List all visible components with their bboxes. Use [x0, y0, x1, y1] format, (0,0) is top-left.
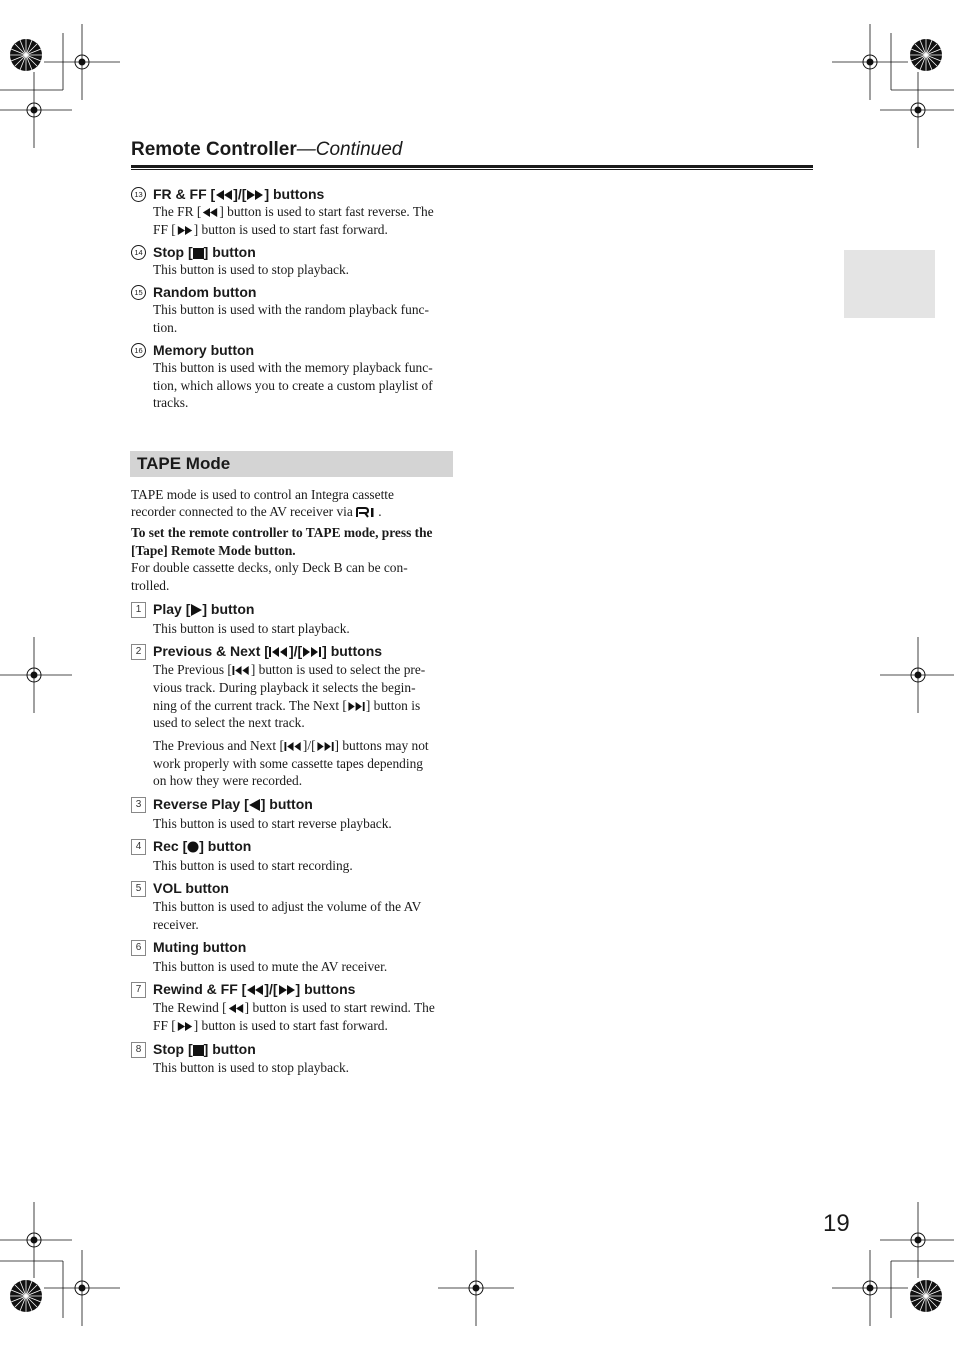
memory-body-line-3: tracks.: [153, 395, 189, 410]
rewind-ff-body-line-1: The Rewind [ ] button is used to start rewind. The: [153, 1000, 435, 1015]
random-title: Random button: [153, 284, 257, 300]
record-icon: [187, 841, 199, 853]
page-number: 19: [823, 1210, 850, 1237]
next-icon: [302, 647, 322, 657]
fast-forward-icon: [278, 985, 296, 995]
fr-ff-body-line-1: The FR [ ] button is used to start fast reverse. The: [153, 204, 434, 219]
random-body-line-2: tion.: [153, 320, 178, 335]
tape-item-number-5: 5: [131, 881, 146, 897]
prevnext-body-line-2: vious track. During playback it selects the begin-: [153, 680, 416, 695]
prevnext-body-line-1: The Previous [ ] button is used to select the pre-: [153, 662, 426, 677]
next-icon: [316, 742, 335, 751]
tape-item-number-3: 3: [131, 797, 146, 813]
prevnext-body-line-4: used to select the next track.: [153, 715, 305, 730]
side-tab: [844, 250, 935, 318]
rec-title: Rec [ ] button: [153, 838, 252, 854]
reverse-play-title: Reverse Play [ ] button: [153, 796, 313, 812]
item-number-15: 15: [131, 285, 146, 300]
previous-icon: [232, 666, 251, 675]
tape-instruction-line-1: To set the remote controller to TAPE mode, press the: [131, 525, 433, 540]
header-rule-thin: [131, 169, 813, 170]
tape-item-number-8: 8: [131, 1042, 146, 1058]
tape-item-number-4: 4: [131, 839, 146, 855]
fast-reverse-icon: [201, 208, 219, 217]
fast-reverse-icon: [215, 190, 233, 200]
previous-icon: [269, 647, 289, 657]
tape-intro-line-2: recorder connected to the AV receiver via .: [131, 504, 382, 519]
prevnext-note-line-1: The Previous and Next [ ]/[ ] buttons may not: [153, 738, 429, 753]
fast-forward-icon: [176, 1022, 194, 1031]
play-title: Play [ ] button: [153, 601, 255, 617]
tape-instruction-line-2: [Tape] Remote Mode button.: [131, 543, 296, 558]
ri-logo-icon: [356, 507, 378, 518]
previous-next-title: Previous & Next [ ]/[ ] buttons: [153, 643, 383, 659]
fast-forward-icon: [176, 226, 194, 235]
rewind-icon: [246, 985, 264, 995]
stop-title: Stop [ ] button: [153, 244, 256, 260]
fr-ff-body-line-2: FF [ ] button is used to start fast forward.: [153, 222, 388, 237]
tape-intro-line-1: TAPE mode is used to control an Integra cassette: [131, 487, 394, 502]
tape-stop-title: Stop [ ] button: [153, 1041, 256, 1057]
item-number-14: 14: [131, 245, 146, 260]
vol-body-line-1: This button is used to adjust the volume of the AV: [153, 899, 422, 914]
tape-item-number-1: 1: [131, 602, 146, 618]
prevnext-note-line-3: on how they were recorded.: [153, 773, 303, 788]
previous-icon: [284, 742, 303, 751]
play-body: This button is used to start playback.: [153, 621, 350, 636]
fr-ff-title: FR & FF [ ]/[ ] buttons: [153, 186, 325, 202]
vol-title: VOL button: [153, 880, 229, 896]
memory-body-line-1: This button is used with the memory playback func-: [153, 360, 433, 375]
vol-body-line-2: receiver.: [153, 917, 199, 932]
memory-body-line-2: tion, which allows you to create a custom playlist of: [153, 378, 433, 393]
tape-section-title: TAPE Mode: [137, 454, 231, 473]
tape-item-number-2: 2: [131, 644, 146, 660]
tape-note-line-1: For double cassette decks, only Deck B can be con-: [131, 560, 408, 575]
prevnext-body-line-3: ning of the current track. The Next [ ] button is: [153, 698, 421, 713]
tape-note-line-2: trolled.: [131, 578, 170, 593]
random-body-line-1: This button is used with the random playback func-: [153, 302, 429, 317]
header-continued-text: —Continued: [296, 139, 403, 160]
reverse-play-body: This button is used to start reverse playback.: [153, 816, 392, 831]
muting-title: Muting button: [153, 939, 247, 955]
rewind-icon: [227, 1004, 245, 1013]
stop-icon: [193, 1045, 204, 1056]
stop-icon: [193, 248, 204, 259]
next-icon: [347, 702, 366, 711]
fast-forward-icon: [246, 190, 264, 200]
rewind-ff-body-line-2: FF [ ] button is used to start fast forward.: [153, 1018, 388, 1033]
muting-body: This button is used to mute the AV receiver.: [153, 959, 388, 974]
tape-item-number-7: 7: [131, 982, 146, 998]
tape-stop-body: This button is used to stop playback.: [153, 1060, 350, 1075]
rewind-ff-title: Rewind & FF [ ]/[ ] buttons: [153, 981, 356, 997]
reverse-play-icon: [249, 799, 261, 811]
prevnext-note-line-2: work properly with some cassette tapes depending: [153, 756, 423, 771]
page-header-title: [131, 139, 402, 161]
header-rule: [131, 165, 813, 168]
tape-item-number-6: 6: [131, 940, 146, 956]
item-number-16: 16: [131, 343, 146, 358]
header-title-text: Remote Controller: [131, 139, 297, 160]
rec-body: This button is used to start recording.: [153, 858, 353, 873]
item-number-13: 13: [131, 187, 146, 202]
memory-title: Memory button: [153, 342, 255, 358]
play-icon: [190, 604, 202, 616]
stop-body: This button is used to stop playback.: [153, 262, 350, 277]
